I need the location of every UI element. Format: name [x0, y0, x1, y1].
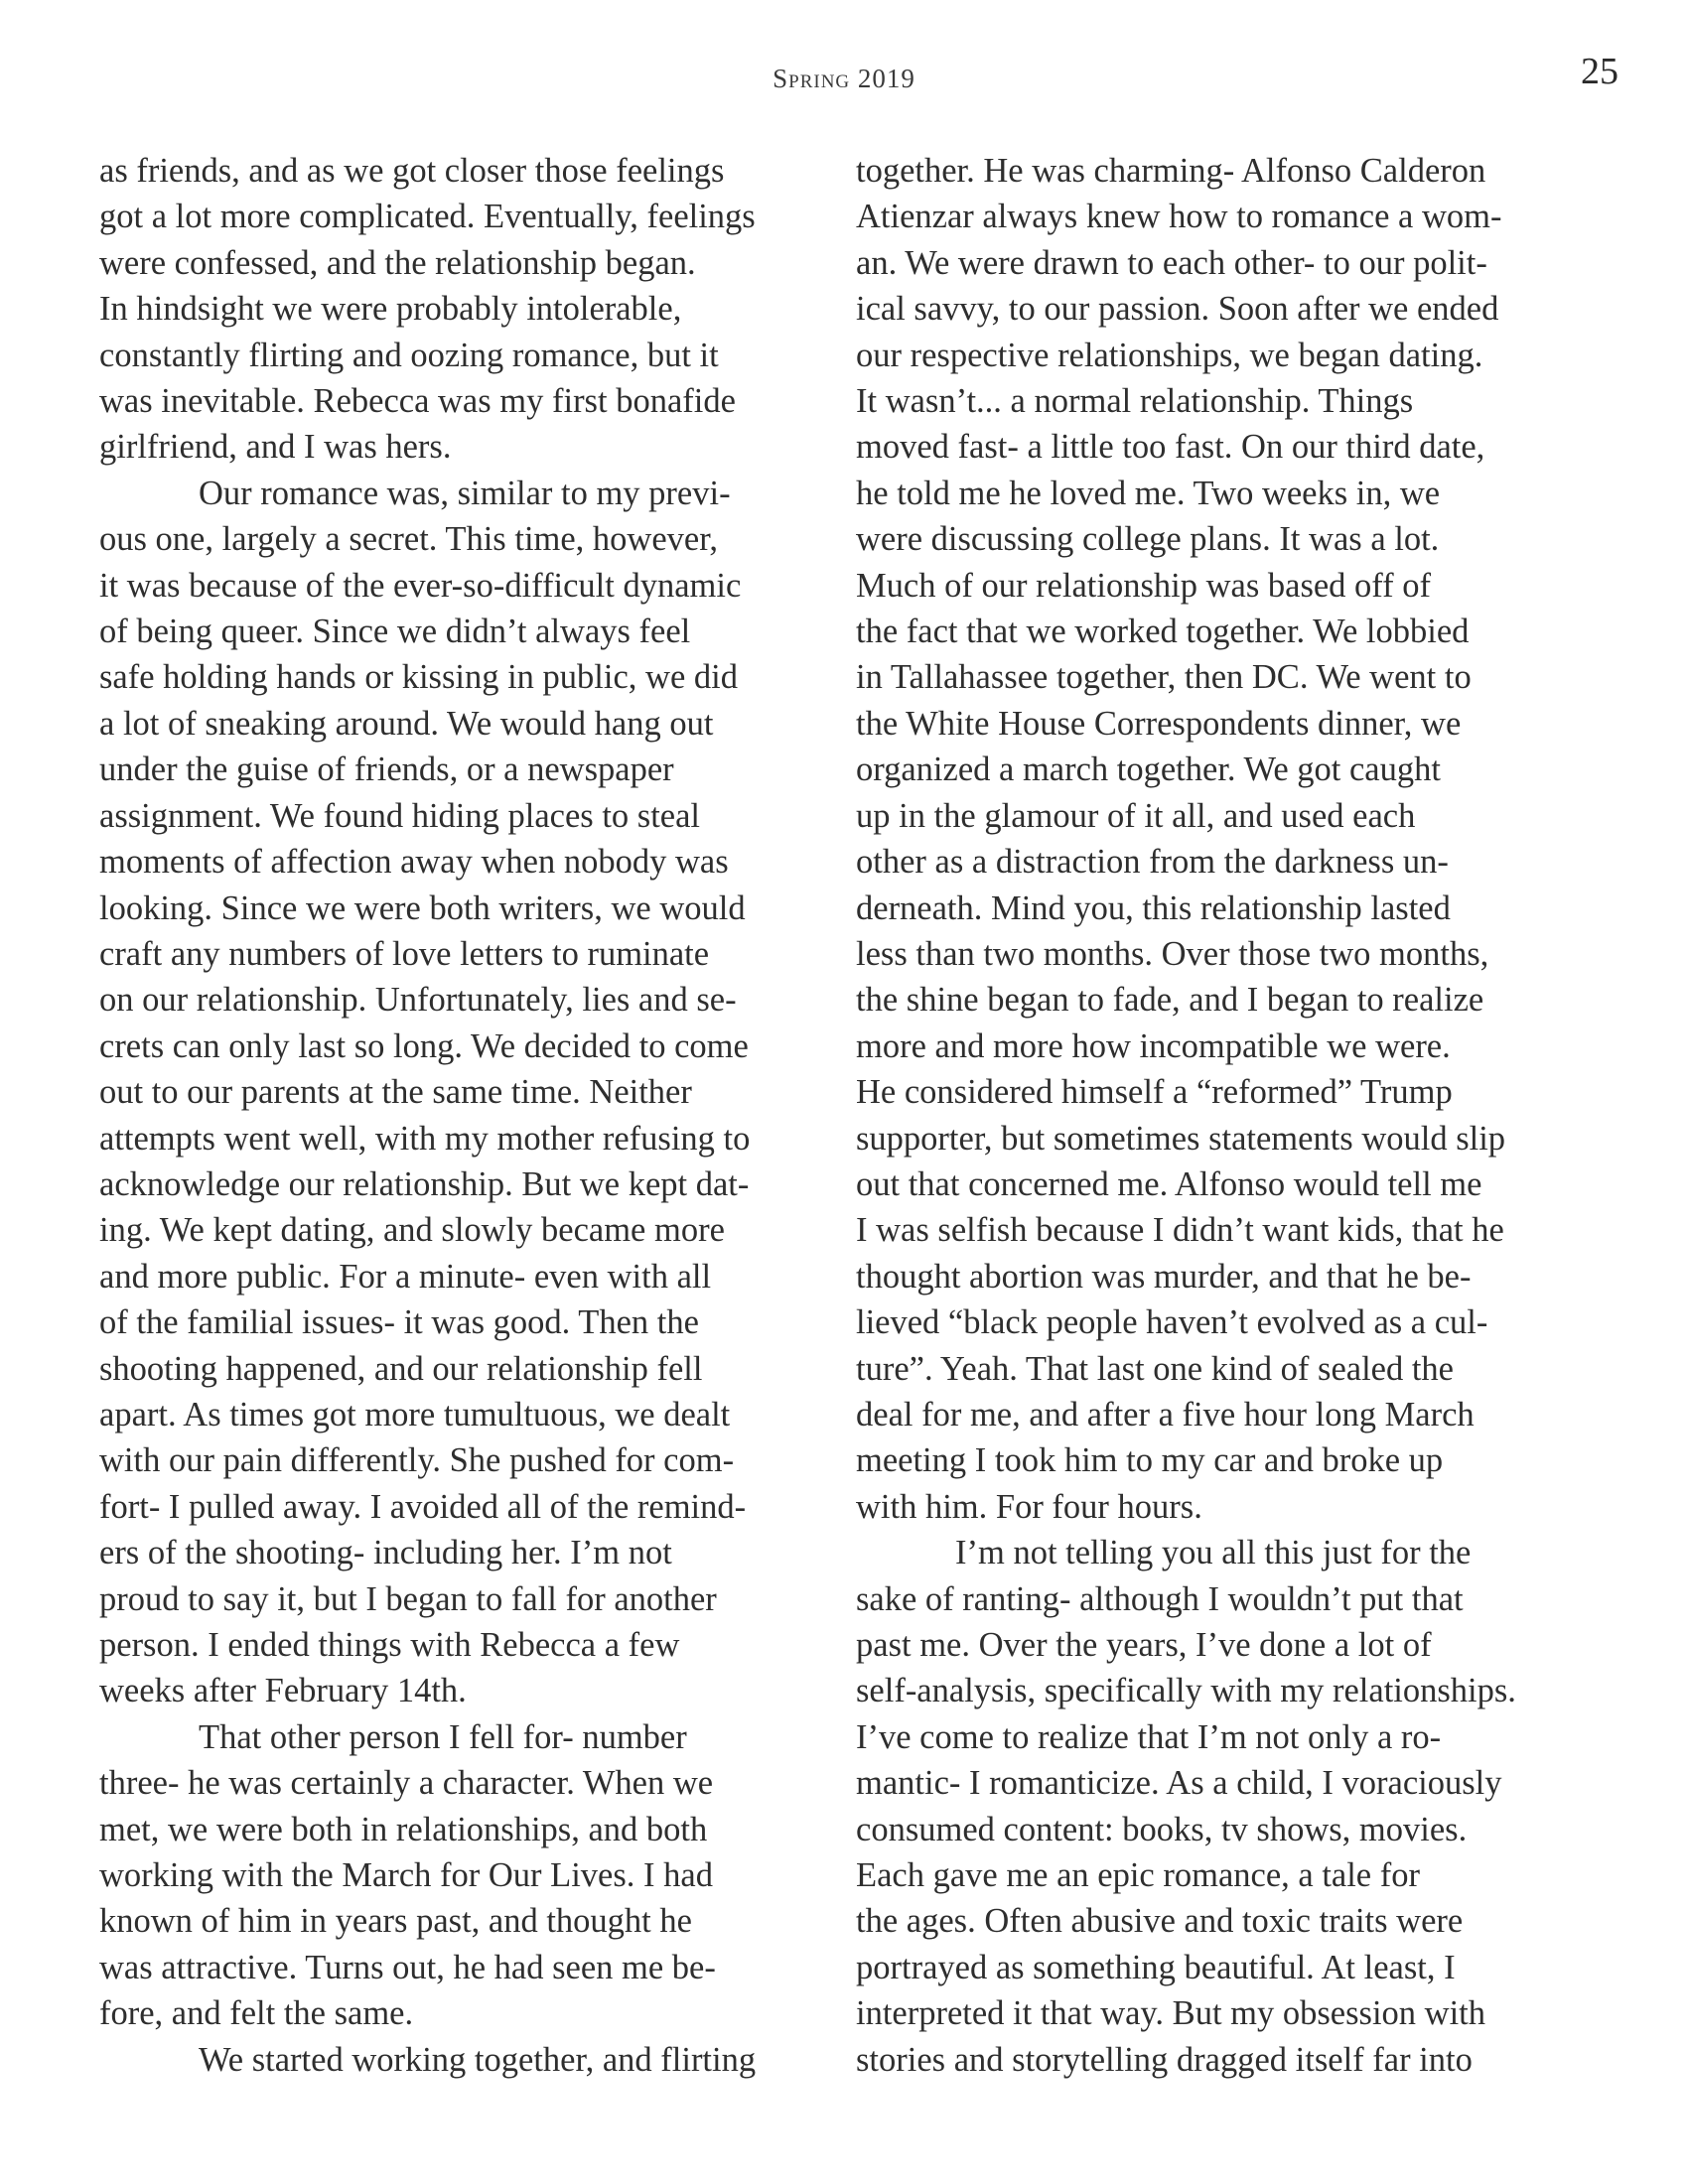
text-line: ous one, largely a secret. This time, however, — [99, 520, 718, 559]
text-line: acknowledge our relationship. But we kept dat- — [99, 1164, 750, 1203]
text-line: craft any numbers of love letters to ruminate — [99, 934, 710, 973]
text-line: past me. Over the years, I’ve done a lot of — [856, 1626, 1432, 1664]
text-line: as friends, and as we got closer those feelings — [99, 152, 725, 190]
text-column-right — [856, 148, 1579, 2083]
text-line: moments of affection away when nobody was — [99, 843, 729, 882]
text-line: with our pain differently. She pushed for com- — [99, 1441, 735, 1480]
text-line: on our relationship. Unfortunately, lies and se- — [99, 981, 737, 1020]
text-line: supporter, but sometimes statements would slip — [856, 1119, 1506, 1158]
page-number: 25 — [1581, 51, 1618, 92]
text-line: and more public. For a minute- even with all — [99, 1257, 712, 1296]
text-line: organized a march together. We got caught — [856, 751, 1441, 789]
text-line: the ages. Often abusive and toxic traits were — [856, 1902, 1464, 1941]
text-line: the fact that we worked together. We lobbied — [856, 613, 1470, 651]
text-line: I was selfish because I didn’t want kids, that he — [856, 1211, 1504, 1250]
text-line: meeting I took him to my car and broke up — [856, 1441, 1444, 1480]
text-line: the White House Correspondents dinner, we — [856, 704, 1462, 743]
text-line: our respective relationships, we began dating. — [856, 336, 1483, 374]
text-line: fort- I pulled away. I avoided all of the remind- — [99, 1487, 747, 1526]
text-line: sake of ranting- although I wouldn’t put that — [856, 1579, 1464, 1618]
text-line: crets can only last so long. We decided to come — [99, 1026, 749, 1065]
text-line: it was because of the ever-so-difficult dynamic — [99, 566, 742, 605]
text-line: apart. As times got more tumultuous, we dealt — [99, 1395, 731, 1433]
text-line: person. I ended things with Rebecca a few — [99, 1626, 680, 1664]
text-line: a lot of sneaking around. We would hang out — [99, 704, 714, 743]
text-line: ers of the shooting- including her. I’m not — [99, 1534, 672, 1572]
text-line: Much of our relationship was based off of — [856, 566, 1432, 605]
text-line: out that concerned me. Alfonso would tell me — [856, 1164, 1482, 1203]
text-line: were discussing college plans. It was a lot. — [856, 520, 1440, 559]
text-line: I’ve come to realize that I’m not only a ro- — [856, 1717, 1442, 1756]
text-line: stories and storytelling dragged itself far into — [856, 2040, 1473, 2079]
text-line: mantic- I romanticize. As a child, I voraciously — [856, 1764, 1502, 1803]
text-line: moved fast- a little too fast. On our third date, — [856, 428, 1485, 467]
text-line: constantly flirting and oozing romance, but it — [99, 336, 719, 374]
text-line: ture”. Yeah. That last one kind of sealed the — [856, 1349, 1454, 1388]
text-line: He considered himself a “reformed” Trump — [856, 1073, 1453, 1112]
text-line: of the familial issues- it was good. Then the — [99, 1303, 699, 1342]
text-line: working with the March for Our Lives. I had — [99, 1856, 713, 1895]
text-line: with him. For four hours. — [856, 1487, 1202, 1526]
text-line: derneath. Mind you, this relationship lasted — [856, 888, 1451, 927]
text-line: We started working together, and flirting — [199, 2040, 757, 2079]
text-line: portrayed as something beautiful. At least, I — [856, 1948, 1456, 1986]
text-line: met, we were both in relationships, and both — [99, 1810, 708, 1848]
text-line: assignment. We found hiding places to steal — [99, 796, 701, 835]
text-line: interpreted it that way. But my obsession with — [856, 1994, 1486, 2033]
text-line: was inevitable. Rebecca was my first bonafide — [99, 382, 736, 421]
text-line: lieved “black people haven’t evolved as a cul- — [856, 1303, 1488, 1342]
text-line: weeks after February 14th. — [99, 1672, 467, 1710]
text-line: thought abortion was murder, and that he be- — [856, 1257, 1472, 1296]
text-line: deal for me, and after a five hour long March — [856, 1395, 1475, 1433]
text-line: of being queer. Since we didn’t always feel — [99, 613, 691, 651]
text-line: ical savvy, to our passion. Soon after we ended — [856, 290, 1499, 329]
text-line: fore, and felt the same. — [99, 1994, 414, 2033]
text-line: safe holding hands or kissing in public, we did — [99, 658, 738, 697]
text-line: together. He was charming- Alfonso Calderon — [856, 152, 1486, 190]
text-line: under the guise of friends, or a newspaper — [99, 751, 674, 789]
text-line: attempts went well, with my mother refusing to — [99, 1119, 751, 1158]
text-line: up in the glamour of it all, and used each — [856, 796, 1416, 835]
text-line: got a lot more complicated. Eventually, feelings — [99, 198, 756, 236]
text-line: In hindsight we were probably intolerable, — [99, 290, 682, 329]
text-line: girlfriend, and I was hers. — [99, 428, 452, 467]
text-line: It wasn’t... a normal relationship. Things — [856, 382, 1414, 421]
text-line: known of him in years past, and thought he — [99, 1902, 692, 1941]
text-line: the shine began to fade, and I began to realize — [856, 981, 1484, 1020]
text-line: ing. We kept dating, and slowly became more — [99, 1211, 725, 1250]
text-line: an. We were drawn to each other- to our polit- — [856, 243, 1487, 282]
text-line: were confessed, and the relationship began. — [99, 243, 696, 282]
text-line: looking. Since we were both writers, we would — [99, 888, 746, 927]
text-line: out to our parents at the same time. Neither — [99, 1073, 692, 1112]
text-line: proud to say it, but I began to fall for another — [99, 1579, 717, 1618]
text-line: Each gave me an epic romance, a tale for — [856, 1856, 1420, 1895]
text-line: less than two months. Over those two months, — [856, 934, 1489, 973]
text-line: shooting happened, and our relationship fell — [99, 1349, 703, 1388]
text-line: three- he was certainly a character. When we — [99, 1764, 714, 1803]
text-line: he told me he loved me. Two weeks in, we — [856, 474, 1441, 512]
text-line: consumed content: books, tv shows, movies. — [856, 1810, 1468, 1848]
text-line: was attractive. Turns out, he had seen me be- — [99, 1948, 716, 1986]
text-line: Atienzar always knew how to romance a wom- — [856, 198, 1502, 236]
text-line: more and more how incompatible we were. — [856, 1026, 1451, 1065]
running-header: Spring 2019 — [773, 64, 915, 93]
text-line: other as a distraction from the darkness un- — [856, 843, 1449, 882]
text-line: I’m not telling you all this just for the — [955, 1534, 1472, 1572]
text-line: in Tallahassee together, then DC. We went to — [856, 658, 1472, 697]
text-line: self-analysis, specifically with my relationships. — [856, 1672, 1516, 1710]
text-line: That other person I fell for- number — [199, 1717, 687, 1756]
text-column-left — [99, 148, 822, 2083]
text-line: Our romance was, similar to my previ- — [199, 474, 731, 512]
